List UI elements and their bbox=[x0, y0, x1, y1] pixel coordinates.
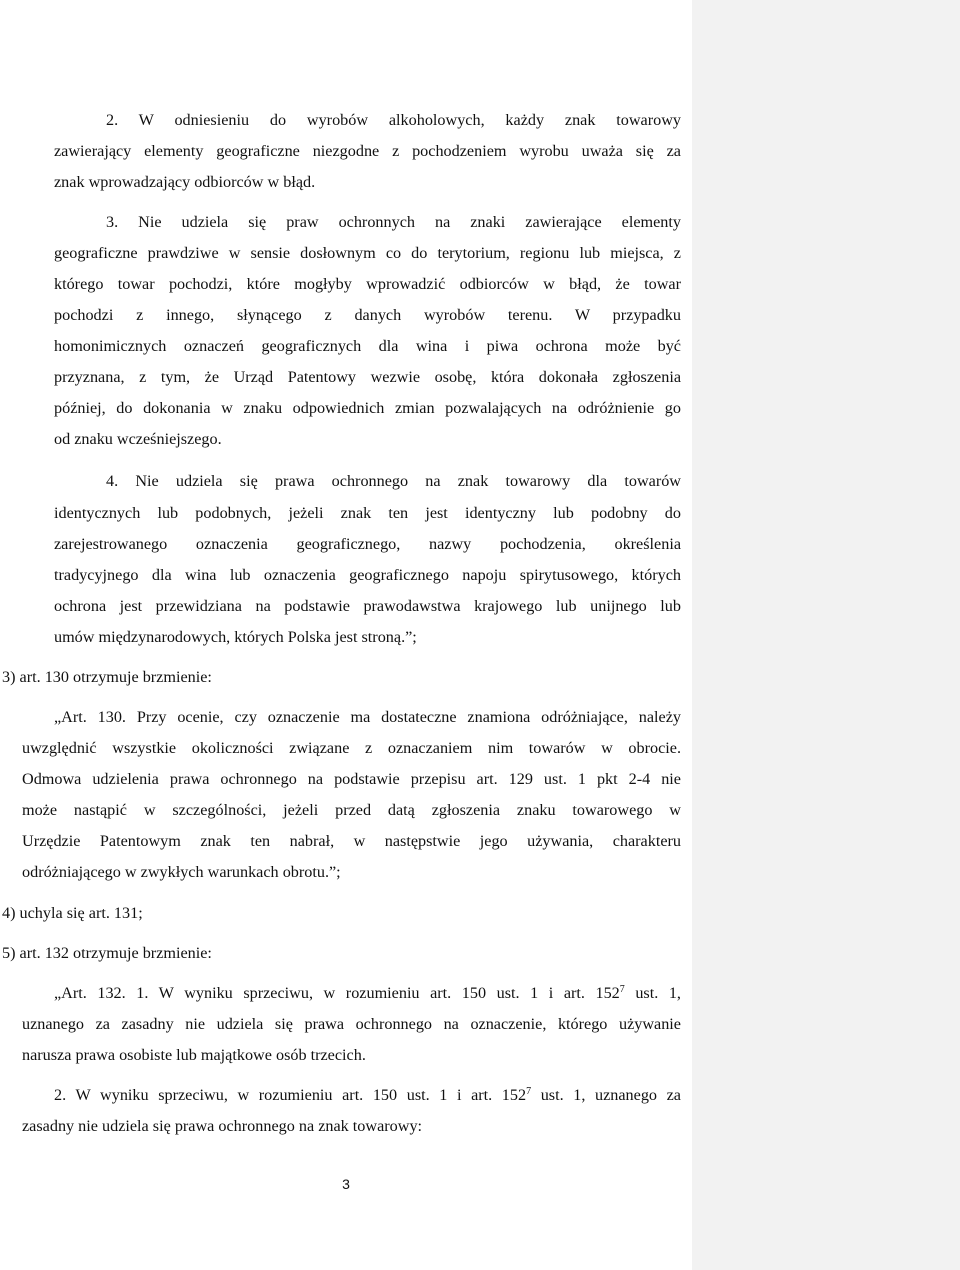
text-line: „Art. 130. Przy ocenie, czy oznaczenie ma dostateczne znamiona odróżniające, należy bbox=[54, 708, 681, 726]
text-line: którego towar pochodzi, które mogłyby wprowadzić odbiorców w błąd, że towar bbox=[54, 275, 681, 293]
text-line: 4. Nie udziela się prawa ochronnego na znak towarowy dla towarów bbox=[106, 472, 681, 490]
text-line: przyznana, z tym, że Urząd Patentowy wezwie osobę, która dokonała zgłoszenia bbox=[54, 368, 681, 386]
text-run: ust. 1, bbox=[624, 984, 681, 1002]
text-line: homonimicznych oznaczeń geograficznych dla wina i piwa ochrona może być bbox=[54, 337, 681, 355]
text-line: uwzględnić wszystkie okoliczności związane z oznaczaniem nim towarów w obrocie. bbox=[22, 739, 681, 757]
text-line: zasadny nie udziela się prawa ochronnego na znak towarowy: bbox=[22, 1117, 423, 1135]
text-line: pochodzi z innego, słynącego z danych wyrobów terenu. W przypadku bbox=[54, 306, 681, 324]
text-line: Urzędzie Patentowym znak ten nabrał, w następstwie jego używania, charakteru bbox=[22, 832, 681, 850]
text-line: 3) art. 130 otrzymuje brzmienie: bbox=[2, 668, 212, 686]
superscript: 7 bbox=[619, 984, 625, 995]
text-run: 2. W wyniku sprzeciwu, w rozumieniu art. 150 ust. 1 i art. 152 bbox=[54, 1086, 527, 1104]
text-line: ochrona jest przewidziana na podstawie prawodawstwa krajowego lub unijnego lub bbox=[54, 597, 681, 615]
text-line: Odmowa udzielenia prawa ochronnego na podstawie przepisu art. 129 ust. 1 pkt 2-4 nie bbox=[22, 770, 681, 788]
text-line: narusza prawa osobiste lub majątkowe osób trzecich. bbox=[22, 1046, 366, 1064]
text-line: uznanego za zasadny nie udziela się prawa ochronnego na oznaczenie, którego używanie bbox=[22, 1015, 681, 1033]
text-line: umów międzynarodowych, których Polska jest stroną.”; bbox=[54, 628, 417, 646]
text-run: ust. 1, uznanego za bbox=[531, 1086, 681, 1104]
text-line: może nastąpić w szczególności, jeżeli przed datą zgłoszenia znaku towarowego w bbox=[22, 801, 681, 819]
text-line: później, do dokonania w znaku odpowiednich zmian pozwalających na odróżnienie go bbox=[54, 399, 681, 417]
page-number: 3 bbox=[342, 1176, 350, 1192]
text-line: geograficzne prawdziwe w sensie dosłownym co do terytorium, regionu lub miejsca, z bbox=[54, 244, 681, 262]
text-line: 2. W odniesieniu do wyrobów alkoholowych, każdy znak towarowy bbox=[106, 111, 681, 129]
text-line: zawierający elementy geograficzne niezgodne z pochodzeniem wyrobu uważa się za bbox=[54, 142, 681, 160]
text-line: odróżniającego w zwykłych warunkach obrotu.”; bbox=[22, 863, 341, 881]
text-line: od znaku wcześniejszego. bbox=[54, 430, 222, 448]
superscript: 7 bbox=[526, 1086, 532, 1097]
text-line: 5) art. 132 otrzymuje brzmienie: bbox=[2, 944, 212, 962]
text-line: 3. Nie udziela się praw ochronnych na znaki zawierające elementy bbox=[106, 213, 681, 231]
text-line bbox=[54, 1085, 681, 1105]
text-line: znak wprowadzający odbiorców w błąd. bbox=[54, 173, 316, 191]
text-line: tradycyjnego dla wina lub oznaczenia geograficznego napoju spirytusowego, których bbox=[54, 566, 681, 584]
text-run: „Art. 132. 1. W wyniku sprzeciwu, w rozumieniu art. 150 ust. 1 i art. 152 bbox=[54, 984, 620, 1002]
text-line bbox=[54, 983, 681, 1003]
text-line: zarejestrowanego oznaczenia geograficznego, nazwy pochodzenia, określenia bbox=[54, 535, 681, 553]
text-line: 4) uchyla się art. 131; bbox=[2, 904, 143, 922]
comment-margin-pane bbox=[692, 0, 960, 1270]
text-line: identycznych lub podobnych, jeżeli znak ten jest identyczny lub podobny do bbox=[54, 504, 681, 522]
